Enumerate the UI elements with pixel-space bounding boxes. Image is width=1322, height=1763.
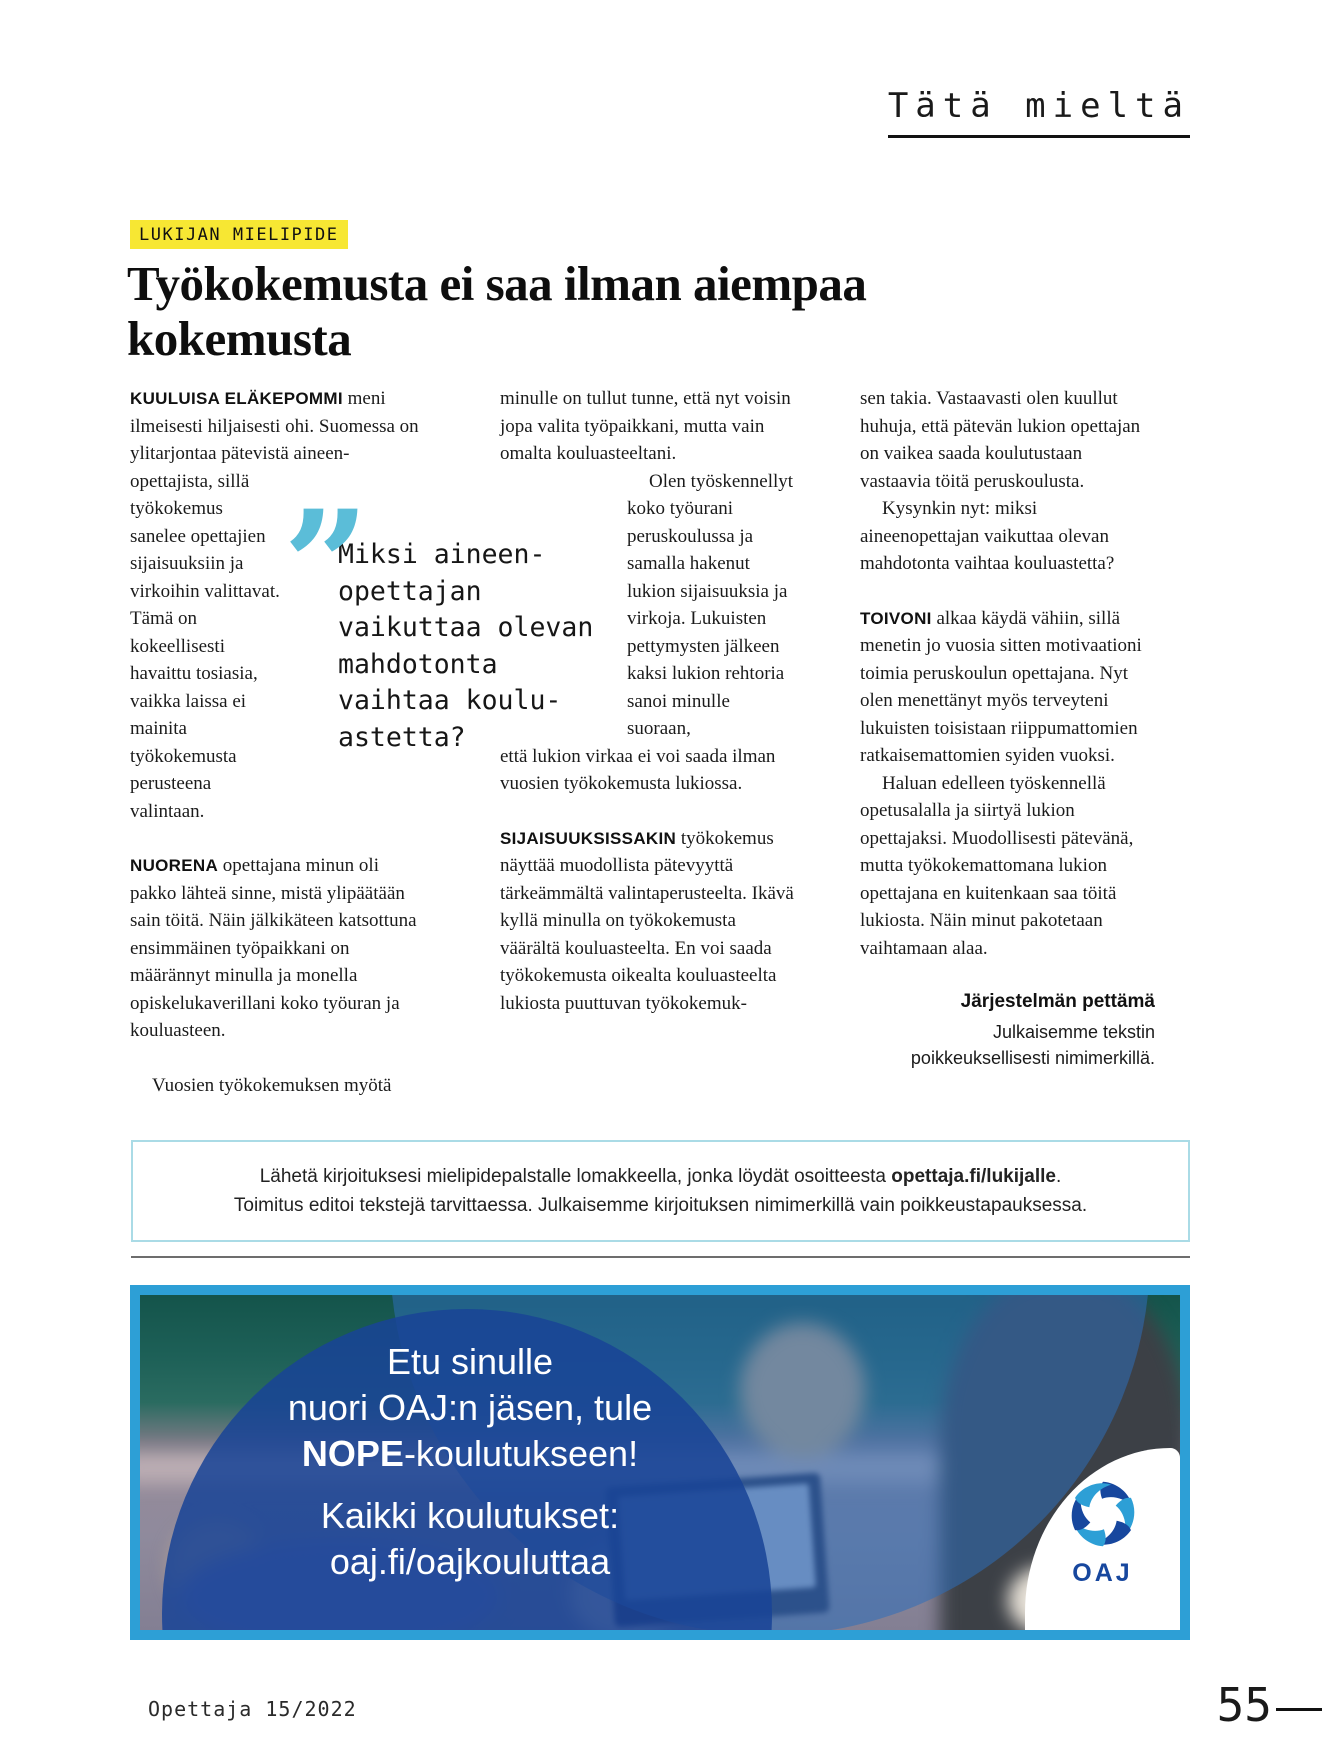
ad-banner-oaj[interactable] — [130, 1285, 1190, 1640]
paragraph — [500, 825, 795, 1018]
ad-text-line — [200, 1431, 740, 1477]
pull-quote-line: astetta? — [338, 721, 466, 753]
submit-link[interactable]: opettaja.fi/lukijalle — [891, 1166, 1056, 1187]
paragraph-text: alkaa käydä vähiin, sillä menetin jo vuosia sitten motivaationi toimia peruskoulun opettajana. Nyt olen menettänyt myös terveyteni lukuisten toisistaan riippumattomien ratkaisemattomien syiden vuoksi. — [860, 607, 1142, 766]
submit-note-box — [131, 1140, 1190, 1242]
ad-photo — [140, 1295, 1180, 1630]
paragraph-text: työkokemus näyttää muodollista pätevyyttä tärkeämmältä valintaperusteelta. Ikävä kyllä minulla on työkokemusta väärältä kouluasteelta. En voi saada työkokemusta oikealta kouluasteelta lukiosta puuttuvan työkokemuk- — [500, 827, 794, 1014]
paragraph: Kysynkin nyt: miksi aineenopettajan vaikuttaa olevan mahdotonta vaihtaa kouluastetta? — [860, 498, 1115, 574]
ad-url[interactable]: oaj.fi/oajkouluttaa — [329, 1541, 611, 1582]
oaj-logo-badge — [1025, 1448, 1180, 1630]
ad-text-rest: -koulutukseen! — [403, 1433, 639, 1474]
pull-quote-text — [338, 537, 615, 756]
paragraph — [130, 852, 425, 1045]
section-header: Tätä mieltä — [888, 86, 1190, 138]
signature-name: Järjestelmän pettämä — [960, 991, 1155, 1012]
paragraph-lead: KUULUISA ELÄKEPOMMI — [130, 389, 343, 408]
submit-note-line1 — [159, 1162, 1162, 1191]
quote-mark-icon: ” — [283, 478, 370, 654]
signature-note-line: Julkaisemme tekstin — [992, 1021, 1155, 1042]
ad-text — [200, 1339, 740, 1585]
paragraph-lead: NUORENA — [130, 856, 219, 875]
oaj-swirl-icon — [1065, 1476, 1141, 1552]
submit-note-line2: Toimitus editoi tekstejä tarvittaessa. Julkaisemme kirjoituksen nimimerkillä vain poikkeustapauksessa. — [233, 1195, 1088, 1216]
paragraph: Haluan edelleen työskennellä opetusalalla ja siirtyä lukion opettajaksi. Muodollisesti pätevänä, mutta työkokemattomana lukion opettajana en kuitenkaan saa töitä lukiosta. Näin minut pakotetaan vaihtamaan alaa. — [860, 772, 1134, 959]
paragraph-text: että lukion virkaa ei voi saada ilman vuosien työkokemusta lukiossa. — [500, 745, 776, 794]
signature-block — [860, 988, 1155, 1071]
article-body — [130, 385, 1155, 1105]
pull-quote-line: vaihtaa koulu- — [338, 685, 562, 716]
signature-note-line: poikkeuksellisesti nimimerkillä. — [910, 1047, 1155, 1068]
kicker-label: LUKIJAN MIELIPIDE — [130, 220, 348, 249]
article-column-3 — [860, 385, 1155, 1071]
page-edge-dash — [1276, 1708, 1322, 1711]
footer-magazine-issue: Opettaja 15/2022 — [148, 1697, 357, 1721]
paragraph — [860, 605, 1155, 770]
paragraph: sen takia. Vastaavasti olen kuullut huhuja, että pätevän lukion opettajan on vaikea saada koulutustaan vastaavia töitä peruskoulusta. — [860, 388, 1141, 492]
ad-text-gap — [200, 1477, 740, 1493]
paragraph-text-wrapped: opettajista, sillä työkokemus sanelee opettajien sijaisuuksiin ja virkoihin valittavat. Tämä on kokeellisesti havaittu tosiasia, vaikka laissa ei mainita työkokemusta perusteena valintaan. — [130, 470, 280, 822]
pull-quote-line: mahdotonta — [338, 648, 498, 680]
signature-note — [860, 1019, 1155, 1071]
paragraph-lead: SIJAISUUKSISSAKIN — [500, 828, 677, 848]
pull-quote-line: Miksi aineen- — [338, 539, 546, 570]
paragraph: Vuosien työkokemuksen myötä — [152, 1074, 392, 1096]
paragraph-text: opettajana minun oli pakko lähteä sinne, mistä ylipäätään sain töitä. Näin jälkikäteen katsottuna ensimmäinen työpaikkani on määrännyt minulla ja monella opiskelukaverillani koko työuran ja kouluasteen. — [130, 855, 417, 1041]
submit-note-text: Lähetä kirjoituksesi mielipidepalstalle lomakkeella, jonka löydät osoitteesta — [259, 1166, 892, 1187]
ad-text-line: Kaikki koulutukset: — [320, 1495, 620, 1536]
ad-text-line: nuori OAJ:n jäsen, tule — [287, 1387, 653, 1428]
footer-page-number: 55 — [1216, 1678, 1272, 1732]
pull-quote — [283, 478, 615, 756]
pull-quote-line: vaikuttaa olevan — [338, 612, 594, 643]
oaj-logo-text: OAJ — [1072, 1559, 1133, 1587]
divider-rule — [131, 1256, 1190, 1258]
paragraph-text-wrapped: Olen työskennellyt koko työurani peruskoulussa ja samalla hakenut lukion sijaisuuksia ja virkoja. Lukuisten pettymysten jälkeen kaksi lukion rehtoria sanoi minulle suoraan, — [627, 470, 794, 739]
paragraph-text: meni ilmeisesti hiljaisesti ohi. Suomessa on ylitarjontaa pätevistä aineen- — [130, 388, 419, 464]
article-headline: Työkokemusta ei saa ilman aiempaa kokemusta — [127, 256, 867, 366]
pull-quote-line: opettajan — [338, 575, 482, 607]
ad-text-line: Etu sinulle — [386, 1341, 554, 1382]
paragraph: minulle on tullut tunne, että nyt voisin jopa valita työpaikkani, mutta vain omalta kouluasteeltani. — [500, 388, 791, 464]
paragraph-lead: TOIVONI — [860, 608, 932, 628]
ad-text-bold: NOPE — [301, 1433, 404, 1474]
submit-note-text: . — [1056, 1166, 1062, 1187]
